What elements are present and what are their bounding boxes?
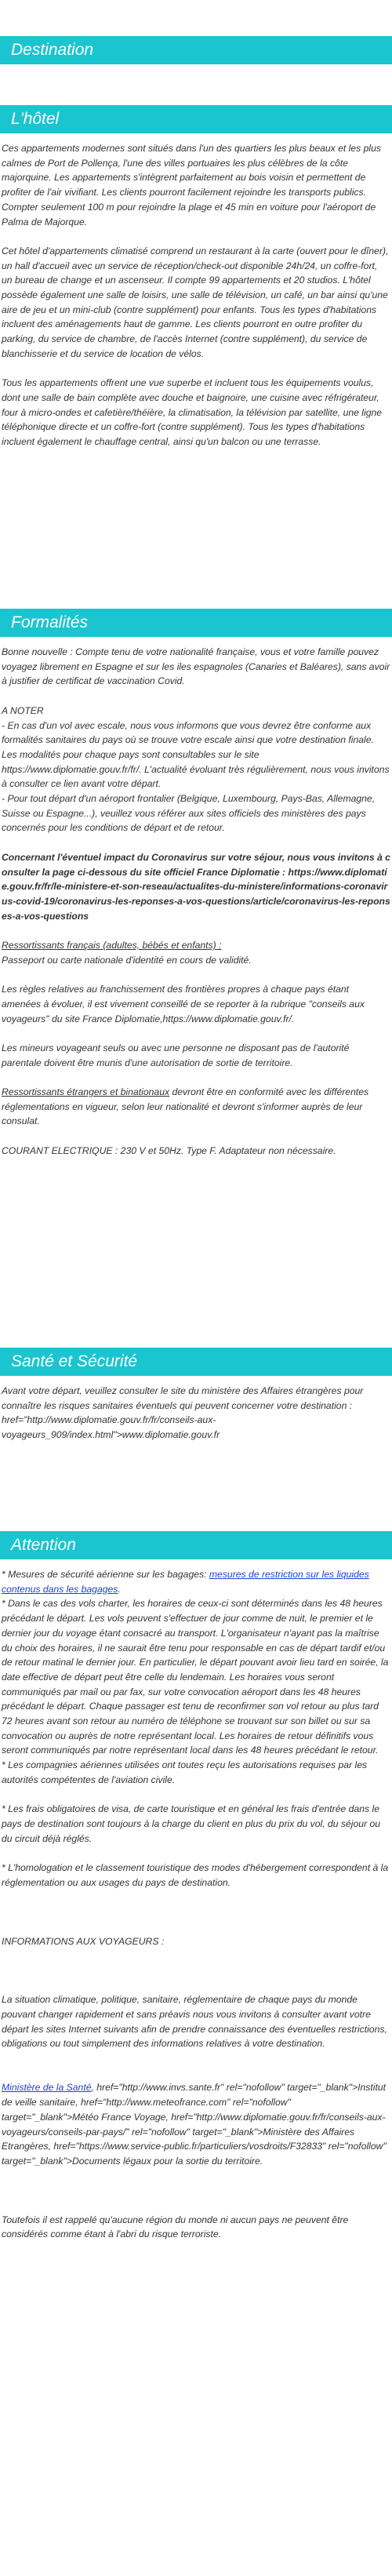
sante-content [0, 1384, 392, 1443]
compagnies-aeriennes: * Les compagnies aériennes utilisées ont toutes reçu les autorisations requises par les autorités compétentes de l'aviation civile. [2, 1759, 368, 1785]
mesures-securite-suffix: . [118, 1583, 121, 1595]
sante-paragraph: Avant votre départ, veuillez consulter le site du ministère des Affaires étrangères pour connaître les risques sanitaires éventuels qui peuvent concerner votre destination : href="http://www.diplomatie.gouv.fr/fr/conseils-aux-voyageurs_909/index.html">www.diplomatie.gouv.fr [2, 1385, 364, 1441]
section-header-destination [0, 36, 392, 64]
section-header-formalites [0, 609, 392, 637]
note-line-3: - Pour tout départ d'un aéroport frontalier (Belgique, Luxembourg, Pays-Bas, Allemagne, Suisse ou Espagne...), veuillez vous référer aux sites officiels des ministères des pays concernés pour les conditions de départ et de retour. [2, 793, 376, 834]
formalites-intro: Bonne nouvelle : Compte tenu de votre nationalité française, vous et votre famille pouvez voyagez librement en Espagne et sur les iles espagnoles (Canaries et Baléares), sans avoir à justifier de certificat de vaccination Covid. [2, 646, 390, 687]
sites-utiles-text: , href="http://www.invs.sante.fr" rel="nofollow" target="_blank">Institut de veille sanitaire, href="http://www.meteofrance.com" rel="nofollow" target="_blank">Météo France Voyage, href="http://www.diplomatie.gouv.fr/fr/conseils-aux-voyageurs/conseils-par-pays/" rel="nofollow" target="_blank">Ministère des Affaires Etrangères, href="https://www.service-public.fr/particuliers/vosdroits/F32833" rel="nofollow" target="_blank">Documents légaux pour la sortie du territoire. [2, 2082, 387, 2167]
section-header-sante [0, 1348, 392, 1376]
section-title-sante: Santé et Sécurité [11, 1352, 138, 1370]
risque-terroriste: Toutefois il est rappelé qu'aucune région du monde ni aucun pays ne peuvent être considérés comme étant à l'abri du risque terroriste. [2, 2214, 349, 2240]
homologation: * L'homologation et le classement touristique des modes d'hébergement correspondent à la réglementation ou aux usages du pays de destination. [2, 1862, 389, 1888]
regles-frontieres: Les règles relatives au franchissement des frontières propres à chaque pays étant amenées à évoluer, il est vivement conseillé de se reporter à la rubrique "conseils aux voyageurs" du site France Diplomatie,https://www.diplomatie.gouv.fr/. [2, 984, 365, 1024]
note-line-1: - En cas d'un vol avec escale, nous vous informons que vous devrez être conforme aux formalités sanitaires du pays où se trouve votre escale ainsi que votre destination finale. [2, 719, 374, 746]
section-title-hotel: L'hôtel [11, 110, 60, 128]
hotel-paragraph-1: Ces appartements modernes sont situés dans l'un des quartiers les plus beaux et les plus calmes de Port de Pollença, l'une des villes portuaires les plus célèbres de la côte majorquine. Les appartements s'intègrent parfaitement au bois voisin et permettent de profiter de l'air vivifiant. Les clients pourront facilement rejoindre les transports publics. Compter seulement 100 m pour rejoindre la plage et 45 min en voiture pour l'aéroport de Palma de Majorque. [2, 143, 382, 227]
ressortissants-etrangers [2, 1085, 390, 1129]
ressortissants-etrangers-text: devront être en conformité avec les différentes réglementations en vigueur, selon leur nationalité et devront s'informer auprès de leur consulat. [2, 1086, 369, 1127]
section-title-destination: Destination [11, 41, 94, 59]
hotel-paragraph-2: Cet hôtel d'appartements climatisé comprend un restaurant à la carte (ouvert pour le dîner), un hall d'accueil avec un service de réception/check-out disponible 24h/24, un coffre-fort, un bureau de change et un ascenseur. Il compte 99 appartements et 20 studios. L'hôtel possède également une salle de loisirs, une salle de télévision, un café, un bar ainsi qu'une aire de jeu et un mini-club (contre supplément) pour enfants. Tous les types d'habitations incluent des aménagements haut de gamme. Les clients pourront en outre profiter du parking, du service de chambre, de l'accès Internet (contre supplément), du service de blanchisserie et du service de location de vélos. [2, 245, 389, 359]
liquides-restriction-link[interactable]: mesures de restriction sur les liquides contenus dans les bagages [2, 1569, 369, 1595]
situation-climatique: La situation climatique, politique, sanitaire, réglementaire de chaque pays du monde pouvant changer rapidement et sans préavis nous vous invitons à consulter avant votre départ les sites Internet suivants afin de prendre connaissance des éventuelles restrictions, obligations ou tout simplement des informations relatives à votre destination. [2, 1994, 387, 2050]
section-header-hotel [0, 105, 392, 133]
hotel-description [0, 141, 392, 449]
note-title: A NOTER [2, 704, 44, 716]
frais-visa: * Les frais obligatoires de visa, de carte touristique et en général les frais d'entrée dans le pays de destination sont toujours à la charge du client en plus du prix du vol, du séjour ou du circuit déjà réglés. [2, 1803, 381, 1844]
informations-voyageurs-title: INFORMATIONS AUX VOYAGEURS : [2, 1935, 165, 1947]
coronavirus-notice: Concernant l'éventuel impact du Coronavirus sur votre séjour, nous vous invitons à consulter la page ci-dessous du site officiel France Diplomatie : https://www.diplomatie.gouv.fr/fr/le-ministere-et-son-reseau/actualites-du-ministere/informations-coronavirus-covid-19/coronavirus-les-reponses-a-vos-questions/article/coronavirus-les-reponses-a-vos-questions [2, 851, 390, 922]
ressortissants-francais-title: Ressortissants français (adultes, bébés et enfants) : [2, 940, 222, 951]
ministere-sante-link[interactable]: Ministère de la Santé [2, 2082, 92, 2094]
courant-electrique: COURANT ELECTRIQUE : 230 V et 50Hz. Type F. Adaptateur non nécessaire. [2, 1144, 336, 1156]
section-title-formalites: Formalités [11, 613, 89, 631]
section-title-attention: Attention [11, 1536, 76, 1554]
hotel-paragraph-3: Tous les appartements offrent une vue superbe et incluent tous les équipements voulus, dont une salle de bain complète avec douche et baignoire, une cuisine avec réfrigérateur, four à micro-ondes et cafetière/théière, la climatisation, la télévision par satellite, une ligne téléphonique directe et un coffre-fort (contre supplément). Tous les types d'habitations incluent également le chauffage central, ainsi qu'un balcon ou une terrasse. [2, 377, 383, 448]
mesures-securite-prefix: * Mesures de sécurité aérienne sur les bagages: [2, 1569, 209, 1580]
mineurs-notice: Les mineurs voyageant seuls ou avec une personne ne disposant pas de l'autorité parentale doivent être munis d'une autorisation de sortie de territoire. [2, 1042, 350, 1068]
section-header-attention [0, 1531, 392, 1559]
note-line-2: Les modalités pour chaque pays sont consultables sur le site https://www.diplomatie.gouv.fr/fr/. L'actualité évoluant très régulièrement, nous vous invitons à consulter ce lien avant votre départ. [2, 748, 390, 790]
formalites-content [0, 645, 392, 1159]
sites-utiles [2, 2080, 390, 2168]
vols-charter-notice: * Dans le cas des vols charter, les horaires de ceux-ci sont déterminés dans les 48 heures précédant le départ. Les vols peuvent s'effectuer de jour comme de nuit, le premier et le dernier jour du voyage étant consacré au transport. L'organisateur n'ayant pas la maîtrise du choix des horaires, il ne saurait être tenu pour responsable en cas de départ tardif et/ou de retour matinal le dernier jour. En particulier, le départ pouvant avoir lieu tard en soirée, la date effective de départ peut être celle du lendemain. Les horaires vous seront communiqués par mail ou par fax, sur votre convocation aéroport dans les 48 heures précédant le départ. Chaque passager est tenu de reconfirmer son vol retour au plus tard 72 heures avant son retour au numéro de téléphone se trouvant sur son billet ou sur sa convocation ou auprès de notre représentant local. Les horaires de retour définitifs vous seront communiqués par notre représentant local dans les 48 heures précédant le retour. [2, 1598, 389, 1756]
mesures-securite [2, 1567, 390, 1596]
attention-content [0, 1567, 392, 2242]
ressortissants-etrangers-title: Ressortissants étrangers et binationaux [2, 1086, 170, 1097]
ressortissants-francais-text: Passeport ou carte nationale d'identité en cours de validité. [2, 954, 252, 966]
